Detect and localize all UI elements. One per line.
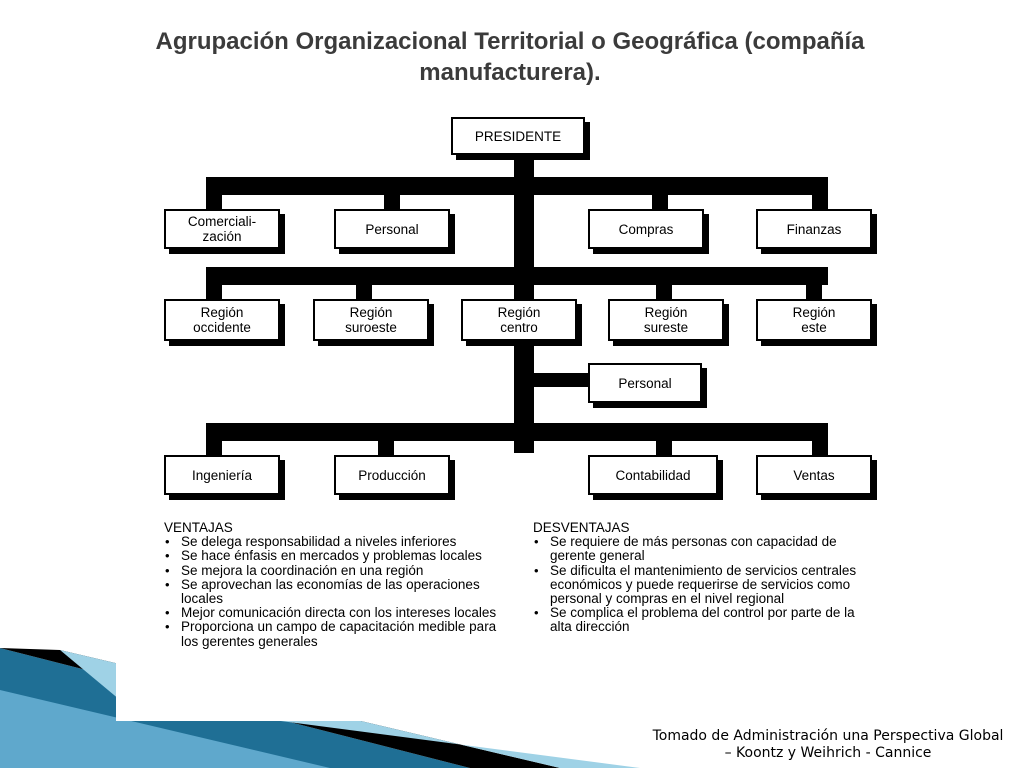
box-region-este: Región este [756, 299, 872, 341]
slide-title: Agrupación Organizacional Territorial o Geográfica (compañía manufacturera). [155, 28, 865, 86]
org-chart-panel [116, 91, 942, 721]
box-personal: Personal [334, 209, 450, 249]
ventaja-item: • Se delega responsabilidad a niveles inferiores [164, 535, 499, 549]
ventaja-item: • Mejor comunicación directa con los intereses locales [164, 606, 499, 620]
desventaja-item: • Se complica el problema del control por parte de la alta dirección [533, 606, 873, 634]
desventajas-heading: DESVENTAJAS [533, 520, 630, 535]
box-ingenieria: Ingeniería [164, 455, 280, 495]
ventaja-item: • Se hace énfasis en mercados y problemas locales [164, 549, 499, 563]
ventaja-item: • Se aprovechan las economías de las operaciones locales [164, 578, 499, 606]
box-presidente: PRESIDENTE [451, 117, 585, 155]
ventajas-list [164, 521, 499, 649]
box-region-occidente: Región occidente [164, 299, 280, 341]
source-citation: Tomado de Administración una Perspectiva Global – Koontz y Weihrich - Cannice [652, 728, 1004, 761]
ventaja-item: • Proporciona un campo de capacitación medible para los gerentes generales [164, 620, 499, 648]
box-centro-personal: Personal [588, 363, 702, 403]
box-contabilidad: Contabilidad [588, 455, 718, 495]
ventajas-heading: VENTAJAS [164, 520, 233, 535]
desventaja-item: • Se dificulta el mantenimiento de servicios centrales económicos y puede requerirse de servicios como personal y compras en el nivel regional [533, 564, 873, 607]
box-region-centro: Región centro [461, 299, 577, 341]
box-ventas: Ventas [756, 455, 872, 495]
desventajas-list [533, 521, 873, 635]
box-finanzas: Finanzas [756, 209, 872, 249]
box-comercializacion: Comerciali- zación [164, 209, 280, 249]
box-region-suroeste: Región suroeste [313, 299, 429, 341]
box-produccion: Producción [334, 455, 450, 495]
desventaja-item: • Se requiere de más personas con capacidad de gerente general [533, 535, 873, 563]
box-compras: Compras [588, 209, 704, 249]
ventaja-item: • Se mejora la coordinación en una región [164, 564, 499, 578]
box-region-sureste: Región sureste [608, 299, 724, 341]
